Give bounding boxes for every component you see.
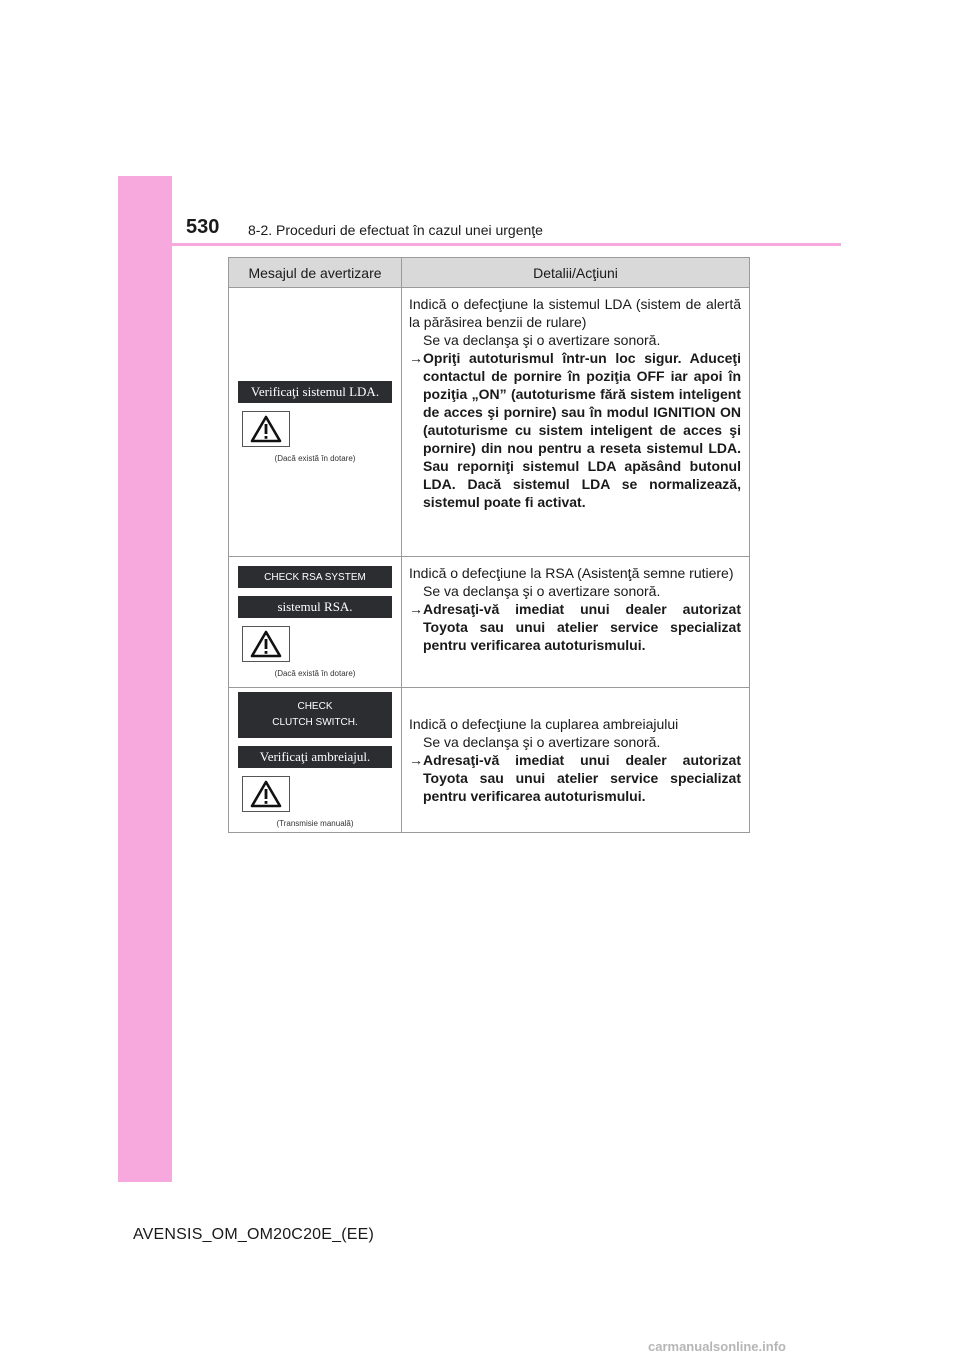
equipment-note: (Dacă există în dotare) (274, 669, 356, 678)
arrow-icon: → (409, 350, 423, 366)
action-text: Opriţi autoturismul într-un loc sigur. Aduceţi contactul de pornire în poziţia OFF iar apoi în poziţia „ON” (autoturisme fără sistem inteligent de acces şi pornire) sau în modul IGNITION ON (autoturisme cu sistem inteligent de acces şi pornire) din nou pentru a reseta sistemul LDA. Sau reporniţi sistemul LDA apăsând butonul LDA. Dacă sistemul LDA se normalizează, sistemul poate fi activat. (423, 350, 741, 510)
arrow-icon: → (409, 752, 423, 768)
fault-description: Indică o defecţiune la sistemul LDA (sistem de alertă la părăsirea benzii de rulare) (409, 296, 741, 330)
display-line: CHECK (297, 701, 333, 712)
message-cell (229, 288, 402, 557)
chapter-side-tab (118, 176, 172, 1182)
document-id: AVENSIS_OM_OM20C20E_(EE) (133, 1226, 375, 1243)
arrow-icon: → (409, 601, 423, 617)
table-row (229, 688, 750, 833)
column-header-message: Mesajul de avertizare (229, 258, 402, 288)
action-text: Adresaţi-vă imediat unui dealer autorizat Toyota sau unui atelier service specializat pentru verificarea autoturismului. (423, 752, 741, 804)
display-message: Verificaţi ambreiajul. (238, 746, 392, 768)
display-message: Verificaţi sistemul LDA. (238, 381, 392, 403)
action-instruction (409, 349, 741, 511)
display-line: CLUTCH SWITCH. (272, 717, 358, 728)
display-message: CHECK RSA SYSTEM (238, 566, 392, 588)
sound-note: Se va declanşa şi o avertizare sonoră. (423, 734, 661, 750)
header-divider (118, 243, 841, 246)
equipment-note: (Transmisie manuală) (276, 819, 354, 828)
display-message: sistemul RSA. (238, 596, 392, 618)
warning-message-table (228, 257, 750, 833)
details-cell (402, 557, 750, 688)
watermark: carmanualsonline.info (648, 1339, 786, 1354)
warning-triangle-icon (242, 776, 290, 812)
section-title: 8-2. Proceduri de efectuat în cazul unei urgenţe (248, 222, 543, 238)
action-instruction (409, 600, 741, 654)
message-cell (229, 557, 402, 688)
details-cell (402, 688, 750, 833)
warning-triangle-icon (242, 626, 290, 662)
display-message (238, 692, 392, 738)
warning-triangle-icon (242, 411, 290, 447)
table-row (229, 557, 750, 688)
table-row (229, 288, 750, 557)
column-header-details: Detalii/Acţiuni (402, 258, 750, 288)
sound-note: Se va declanşa şi o avertizare sonoră. (423, 332, 661, 348)
fault-description: Indică o defecţiune la RSA (Asistenţă semne rutiere) (409, 565, 734, 581)
sound-note: Se va declanşa şi o avertizare sonoră. (423, 583, 661, 599)
details-cell (402, 288, 750, 557)
action-instruction (409, 751, 741, 805)
equipment-note: (Dacă există în dotare) (274, 454, 356, 463)
message-cell (229, 688, 402, 833)
table-header-row (229, 258, 750, 288)
fault-description: Indică o defecţiune la cuplarea ambreiajului (409, 716, 679, 732)
action-text: Adresaţi-vă imediat unui dealer autorizat Toyota sau unui atelier service specializat pentru verificarea autoturismului. (423, 601, 741, 653)
page-number: 530 (186, 216, 220, 238)
